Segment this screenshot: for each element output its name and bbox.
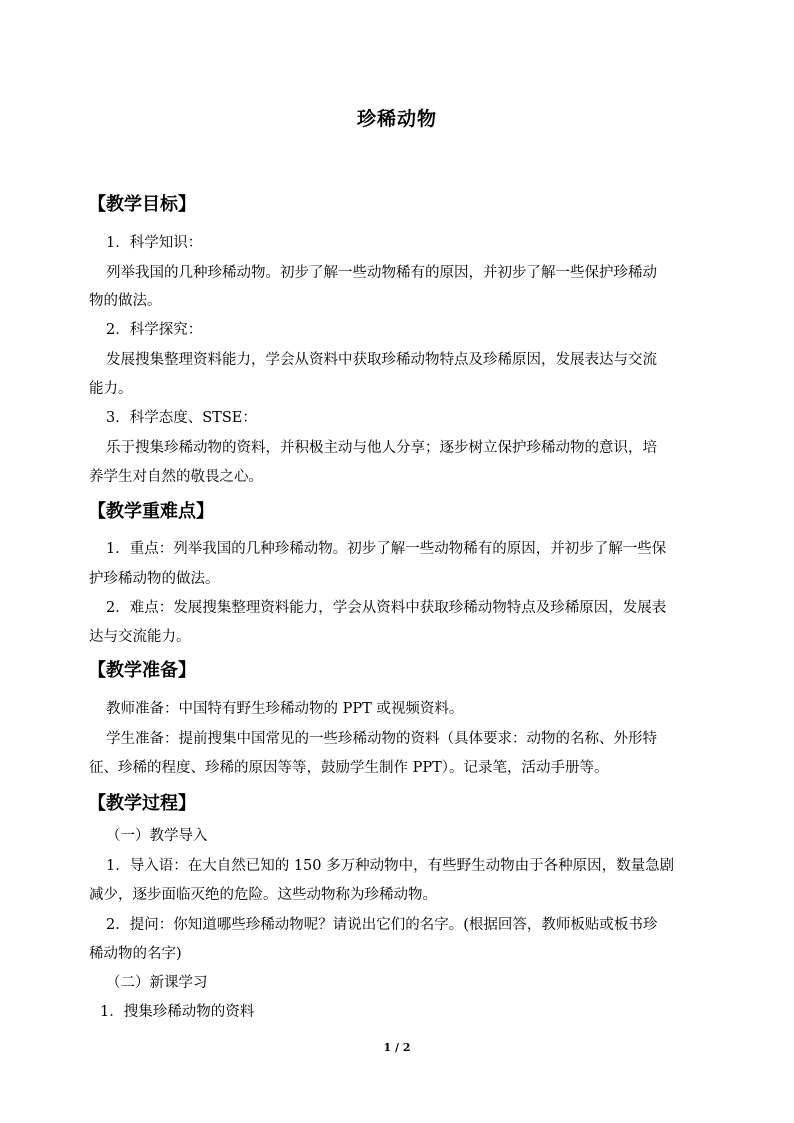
process-line-7: 1．搜集珍稀动物的资料 (100, 1004, 255, 1020)
prep-line-1: 教师准备：中国特有野生珍稀动物的 PPT 或视频资料。 (106, 701, 464, 717)
goals-line-6: 能力。 (89, 381, 133, 397)
process-line-2: 1．导入语：在大自然已知的 150 多万种动物中，有些野生动物由于各种原因，数量急剧 (106, 858, 675, 874)
section-heading-keypoints: 【教学重难点】 (88, 501, 214, 522)
goals-line-4: 2．科学探究： (106, 322, 203, 338)
goals-line-2: 列举我国的几种珍稀动物。初步了解一些动物稀有的原因，并初步了解一些保护珍稀动 (106, 265, 657, 281)
page-number: 1 / 2 (383, 1041, 411, 1054)
process-line-3: 减少，逐步面临灭绝的危险。这些动物称为珍稀动物。 (89, 887, 437, 903)
process-line-1: （一）教学导入 (106, 828, 208, 844)
keypoints-line-4: 达与交流能力。 (89, 629, 191, 645)
section-heading-process: 【教学过程】 (88, 793, 196, 814)
goals-line-9: 养学生对自然的敬畏之心。 (89, 469, 263, 485)
keypoints-line-3: 2．难点：发展搜集整理资料能力，学会从资料中获取珍稀动物特点及珍稀原因，发展表 (106, 600, 667, 616)
process-line-5: 稀动物的名字) (89, 946, 182, 962)
process-line-4: 2．提问：你知道哪些珍稀动物呢？请说出它们的名字。(根据回答，教师板贴或板书珍 (106, 917, 658, 933)
goals-line-8: 乐于搜集珍稀动物的资料，并积极主动与他人分享；逐步树立保护珍稀动物的意识，培 (106, 440, 657, 456)
keypoints-line-2: 护珍稀动物的做法。 (89, 571, 220, 587)
page-title: 珍稀动物 (356, 108, 437, 130)
prep-line-2: 学生准备：提前搜集中国常见的一些珍稀动物的资料（具体要求：动物的名称、外形特 (106, 731, 657, 747)
prep-line-3: 征、珍稀的程度、珍稀的原因等等，鼓励学生制作 PPT）。记录笔，活动手册等。 (89, 760, 609, 776)
section-heading-goals: 【教学目标】 (88, 194, 196, 215)
goals-line-1: 1．科学知识： (106, 235, 203, 251)
section-heading-prep: 【教学准备】 (88, 660, 196, 681)
goals-line-3: 物的做法。 (89, 293, 162, 309)
process-line-6: （二）新课学习 (106, 975, 208, 991)
keypoints-line-1: 1．重点：列举我国的几种珍稀动物。初步了解一些动物稀有的原因，并初步了解一些保 (106, 541, 667, 557)
goals-line-5: 发展搜集整理资料能力，学会从资料中获取珍稀动物特点及珍稀原因，发展表达与交流 (106, 352, 657, 368)
goals-line-7: 3．科学态度、STSE： (106, 410, 257, 426)
